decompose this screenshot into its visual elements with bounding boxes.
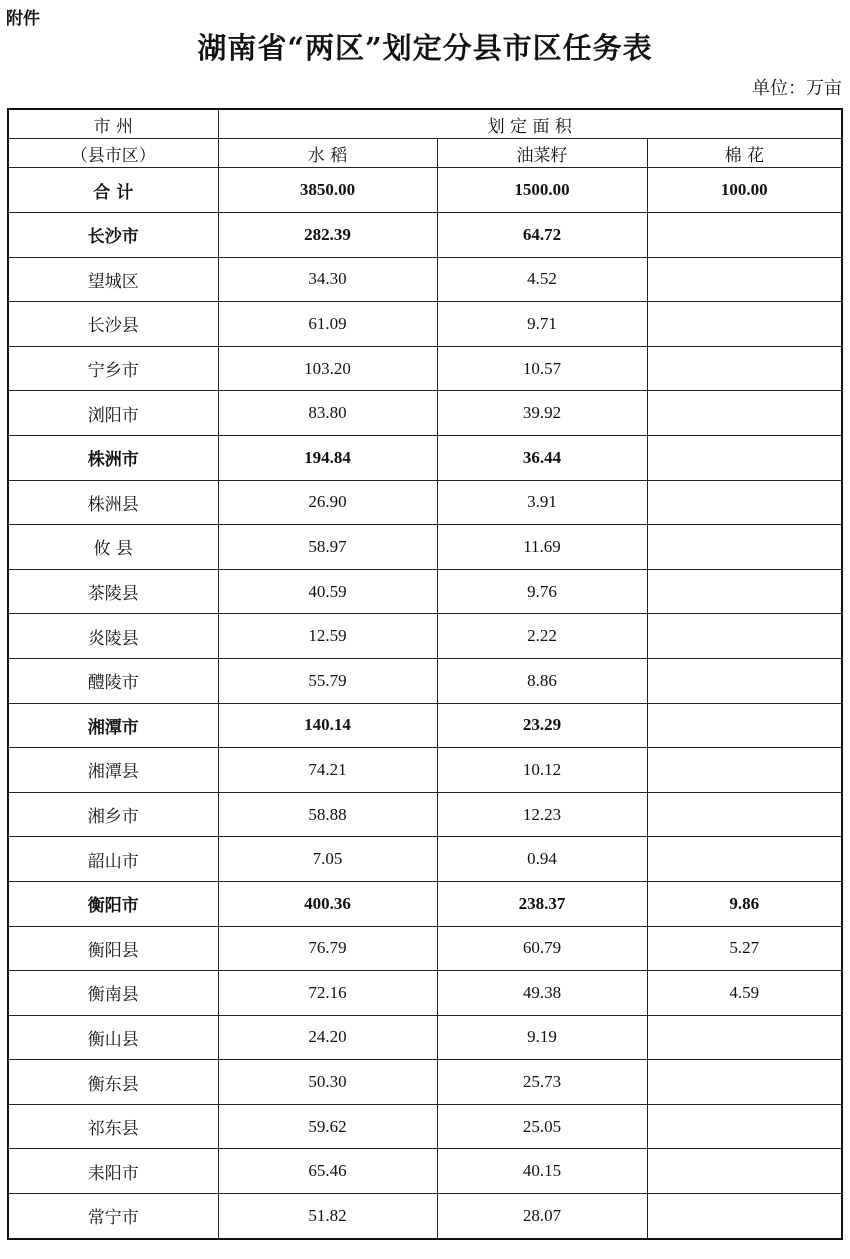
rice-cell: 74.21 xyxy=(218,748,437,793)
cotton-cell xyxy=(647,257,842,302)
header-rapeseed: 油菜籽 xyxy=(437,139,647,168)
cotton-cell xyxy=(647,480,842,525)
table-row xyxy=(8,257,842,302)
rapeseed-cell: 9.76 xyxy=(437,569,647,614)
region-name-cell: 湘潭县 xyxy=(8,748,218,793)
table-row xyxy=(8,1015,842,1060)
rice-cell: 58.88 xyxy=(218,792,437,837)
rapeseed-cell: 10.12 xyxy=(437,748,647,793)
cotton-cell xyxy=(647,1104,842,1149)
cotton-cell xyxy=(647,1194,842,1239)
total-name: 合 计 xyxy=(8,168,218,213)
rapeseed-cell: 28.07 xyxy=(437,1194,647,1239)
table-row xyxy=(8,971,842,1016)
rice-cell: 40.59 xyxy=(218,569,437,614)
cotton-cell: 4.59 xyxy=(647,971,842,1016)
header-row-2 xyxy=(8,139,842,168)
table-row xyxy=(8,480,842,525)
table-row xyxy=(8,837,842,882)
header-row-1 xyxy=(8,109,842,139)
rapeseed-cell: 49.38 xyxy=(437,971,647,1016)
region-name-cell: 耒阳市 xyxy=(8,1149,218,1194)
cotton-cell xyxy=(647,792,842,837)
total-rice: 3850.00 xyxy=(218,168,437,213)
table-row xyxy=(8,1104,842,1149)
rice-cell: 103.20 xyxy=(218,346,437,391)
region-name-cell: 茶陵县 xyxy=(8,569,218,614)
total-rapeseed: 1500.00 xyxy=(437,168,647,213)
cotton-cell xyxy=(647,525,842,570)
rice-cell: 55.79 xyxy=(218,658,437,703)
header-area-group: 划 定 面 积 xyxy=(218,109,842,139)
table-row xyxy=(8,792,842,837)
rapeseed-cell: 23.29 xyxy=(437,703,647,748)
cotton-cell xyxy=(647,658,842,703)
region-name-cell: 宁乡市 xyxy=(8,346,218,391)
rice-cell: 76.79 xyxy=(218,926,437,971)
rapeseed-cell: 10.57 xyxy=(437,346,647,391)
table-row xyxy=(8,614,842,659)
table-row xyxy=(8,346,842,391)
cotton-cell xyxy=(647,1149,842,1194)
rapeseed-cell: 3.91 xyxy=(437,480,647,525)
rice-cell: 83.80 xyxy=(218,391,437,436)
table-row xyxy=(8,748,842,793)
task-table xyxy=(7,108,843,1240)
cotton-cell xyxy=(647,837,842,882)
cotton-cell xyxy=(647,569,842,614)
rapeseed-cell: 9.71 xyxy=(437,302,647,347)
unit-label: 单位：万亩 xyxy=(752,78,842,99)
rice-cell: 24.20 xyxy=(218,1015,437,1060)
cotton-cell xyxy=(647,1060,842,1105)
region-name-cell: 湘潭市 xyxy=(8,703,218,748)
rice-cell: 194.84 xyxy=(218,435,437,480)
cotton-cell: 5.27 xyxy=(647,926,842,971)
region-name-cell: 攸 县 xyxy=(8,525,218,570)
table-row xyxy=(8,391,842,436)
rice-cell: 65.46 xyxy=(218,1149,437,1194)
attachment-label: 附件 xyxy=(6,9,40,29)
rice-cell: 400.36 xyxy=(218,881,437,926)
rapeseed-cell: 25.05 xyxy=(437,1104,647,1149)
rapeseed-cell: 2.22 xyxy=(437,614,647,659)
rapeseed-cell: 0.94 xyxy=(437,837,647,882)
rapeseed-cell: 9.19 xyxy=(437,1015,647,1060)
header-region-line1: 市 州 xyxy=(8,109,218,139)
rice-cell: 12.59 xyxy=(218,614,437,659)
rice-cell: 58.97 xyxy=(218,525,437,570)
cotton-cell xyxy=(647,213,842,258)
header-rice: 水 稻 xyxy=(218,139,437,168)
rapeseed-cell: 12.23 xyxy=(437,792,647,837)
cotton-cell: 9.86 xyxy=(647,881,842,926)
region-name-cell: 株洲县 xyxy=(8,480,218,525)
region-name-cell: 株洲市 xyxy=(8,435,218,480)
region-name-cell: 湘乡市 xyxy=(8,792,218,837)
rice-cell: 140.14 xyxy=(218,703,437,748)
rice-cell: 34.30 xyxy=(218,257,437,302)
region-name-cell: 衡东县 xyxy=(8,1060,218,1105)
rice-cell: 61.09 xyxy=(218,302,437,347)
document-title: 湖南省“两区”划定分县市区任务表 xyxy=(197,31,653,65)
rice-cell: 59.62 xyxy=(218,1104,437,1149)
table-row xyxy=(8,658,842,703)
rice-cell: 50.30 xyxy=(218,1060,437,1105)
rice-cell: 282.39 xyxy=(218,213,437,258)
table-row xyxy=(8,213,842,258)
rapeseed-cell: 8.86 xyxy=(437,658,647,703)
region-name-cell: 浏阳市 xyxy=(8,391,218,436)
region-name-cell: 长沙县 xyxy=(8,302,218,347)
total-cotton: 100.00 xyxy=(647,168,842,213)
region-name-cell: 衡山县 xyxy=(8,1015,218,1060)
table-row xyxy=(8,302,842,347)
region-name-cell: 常宁市 xyxy=(8,1194,218,1239)
rapeseed-cell: 4.52 xyxy=(437,257,647,302)
cotton-cell xyxy=(647,748,842,793)
region-name-cell: 祁东县 xyxy=(8,1104,218,1149)
rapeseed-cell: 36.44 xyxy=(437,435,647,480)
table-row xyxy=(8,569,842,614)
cotton-cell xyxy=(647,346,842,391)
table-row xyxy=(8,703,842,748)
rapeseed-cell: 238.37 xyxy=(437,881,647,926)
table-row xyxy=(8,881,842,926)
header-region-line2: （县市区） xyxy=(8,139,218,168)
cotton-cell xyxy=(647,703,842,748)
rapeseed-cell: 60.79 xyxy=(437,926,647,971)
region-name-cell: 长沙市 xyxy=(8,213,218,258)
rapeseed-cell: 40.15 xyxy=(437,1149,647,1194)
region-name-cell: 韶山市 xyxy=(8,837,218,882)
cotton-cell xyxy=(647,391,842,436)
cotton-cell xyxy=(647,1015,842,1060)
region-name-cell: 衡南县 xyxy=(8,971,218,1016)
total-row xyxy=(8,168,842,213)
table-row xyxy=(8,1149,842,1194)
table-row xyxy=(8,1194,842,1239)
table-row xyxy=(8,1060,842,1105)
header-cotton: 棉 花 xyxy=(647,139,842,168)
region-name-cell: 望城区 xyxy=(8,257,218,302)
rice-cell: 72.16 xyxy=(218,971,437,1016)
table-row xyxy=(8,926,842,971)
table-row xyxy=(8,525,842,570)
rapeseed-cell: 11.69 xyxy=(437,525,647,570)
region-name-cell: 炎陵县 xyxy=(8,614,218,659)
rice-cell: 51.82 xyxy=(218,1194,437,1239)
table-row xyxy=(8,435,842,480)
region-name-cell: 衡阳县 xyxy=(8,926,218,971)
cotton-cell xyxy=(647,302,842,347)
rapeseed-cell: 39.92 xyxy=(437,391,647,436)
rapeseed-cell: 64.72 xyxy=(437,213,647,258)
region-name-cell: 衡阳市 xyxy=(8,881,218,926)
rapeseed-cell: 25.73 xyxy=(437,1060,647,1105)
rice-cell: 7.05 xyxy=(218,837,437,882)
cotton-cell xyxy=(647,435,842,480)
rice-cell: 26.90 xyxy=(218,480,437,525)
cotton-cell xyxy=(647,614,842,659)
region-name-cell: 醴陵市 xyxy=(8,658,218,703)
